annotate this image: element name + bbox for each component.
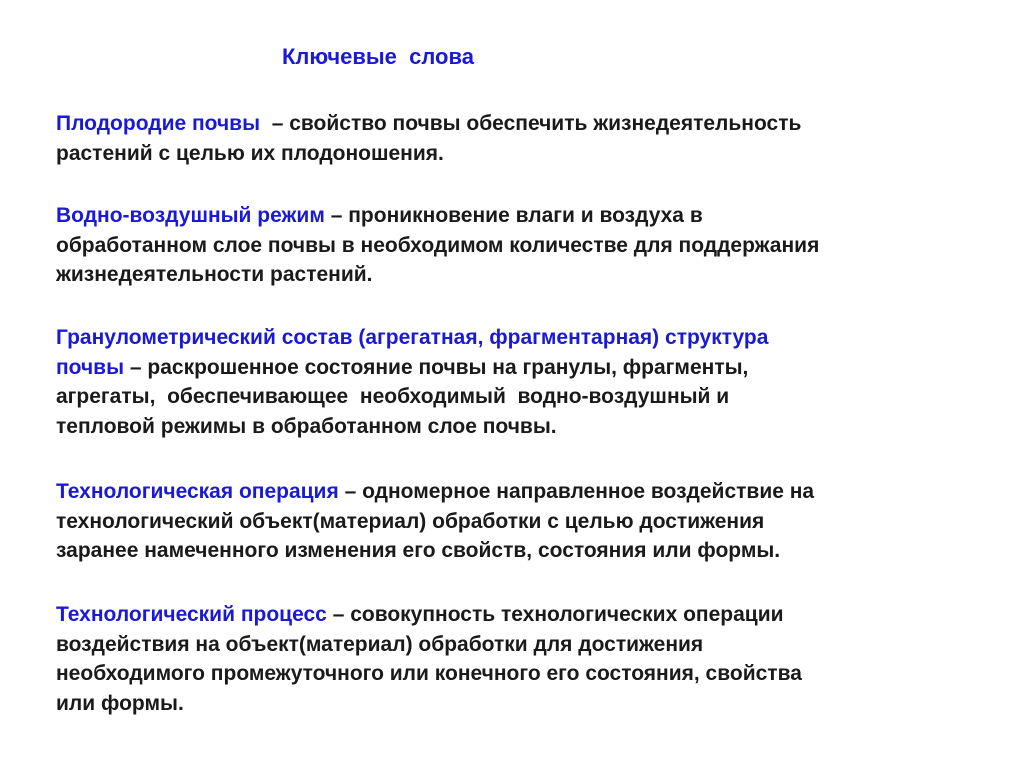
term-technological-process: Технологический процесс bbox=[56, 603, 327, 626]
definition-line: агрегаты, обеспечивающее необходимый водно-воздушный и bbox=[56, 385, 730, 408]
term-granulometric-composition: Гранулометрический состав (агрегатная, фрагментарная) структура bbox=[56, 326, 769, 349]
definition-line: технологический объект(материал) обработки с целью достижения bbox=[56, 509, 765, 533]
slide-title: Ключевые слова bbox=[282, 44, 474, 69]
definition-granulometric-composition bbox=[56, 323, 1006, 441]
definition-text: – совокупность технологических операции bbox=[326, 603, 784, 626]
definition-water-air-regime bbox=[56, 201, 1006, 290]
definition-line bbox=[56, 109, 1006, 139]
definition-text: – проникновение влаги и воздуха в bbox=[324, 204, 703, 227]
definition-line bbox=[56, 201, 1006, 231]
definition-technological-process bbox=[56, 600, 1006, 718]
definition-line: или формы. bbox=[56, 691, 184, 715]
definition-technological-operation bbox=[56, 477, 1006, 566]
definition-text: – свойство почвы обеспечить жизнедеятельность bbox=[260, 112, 802, 135]
term-soil-fertility: Плодородие почвы bbox=[56, 112, 261, 135]
definition-line: тепловой режимы в обработанном слое почвы. bbox=[56, 414, 557, 438]
definition-line: необходимого промежуточного или конечного его состояния, свойства bbox=[56, 662, 802, 685]
definition-line: растений с целью их плодоношения. bbox=[56, 141, 444, 165]
definition-line bbox=[56, 600, 1006, 630]
definition-soil-fertility bbox=[56, 109, 1006, 168]
definition-line bbox=[56, 353, 1006, 383]
definition-line: заранее намеченного изменения его свойств, состояния или формы. bbox=[56, 539, 781, 562]
term-technological-operation: Технологическая операция bbox=[56, 480, 339, 503]
definition-line: жизнедеятельности растений. bbox=[56, 263, 373, 286]
term-granulometric-composition-end: почвы bbox=[56, 355, 125, 379]
definition-text: – одномерное направленное воздействие на bbox=[338, 480, 815, 503]
definition-line bbox=[56, 477, 1006, 507]
term-water-air-regime: Водно-воздушный режим bbox=[56, 204, 325, 227]
definition-line: обработанном слое почвы в необходимом количестве для поддержания bbox=[56, 233, 820, 257]
definition-line: воздействия на объект(материал) обработки для достижения bbox=[56, 632, 704, 656]
definition-text: – раскрошенное состояние почвы на гранулы, фрагменты, bbox=[124, 355, 749, 379]
